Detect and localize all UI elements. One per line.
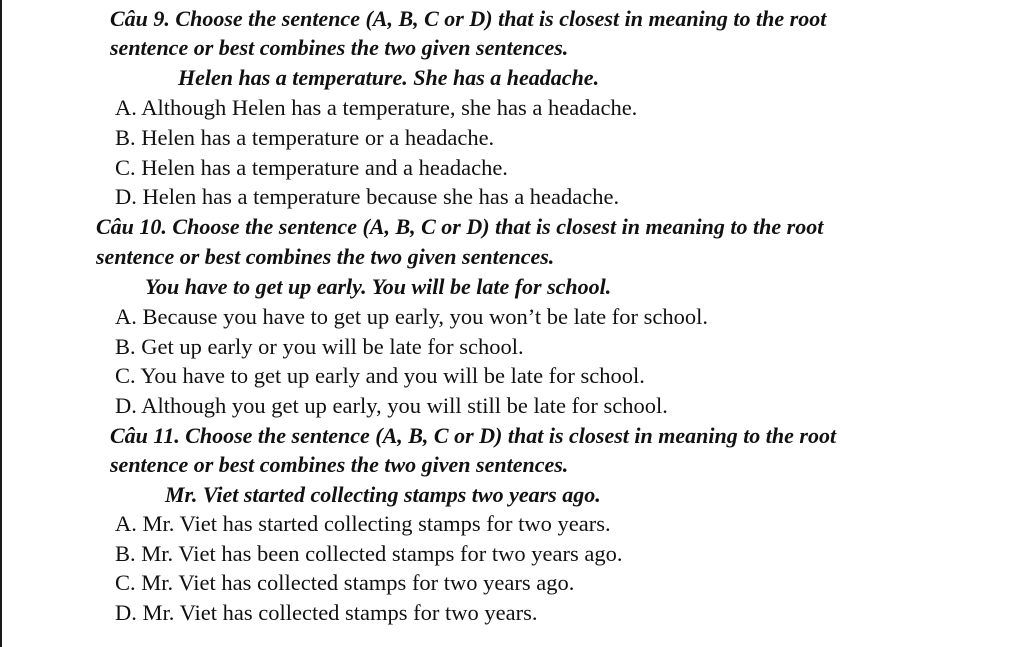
question-9-option-b: B. Helen has a temperature or a headache.: [115, 125, 495, 150]
question-9-prompt: Helen has a temperature. She has a headache.: [178, 65, 600, 90]
question-9-heading-continued: sentence or best combines the two given sentences.: [110, 35, 569, 60]
question-10-option-a: A. Because you have to get up early, you won’t be late for school.: [115, 304, 708, 329]
question-9-heading: Câu 9. Choose the sentence (A, B, C or D) that is closest in meaning to the root: [110, 6, 827, 31]
page-left-border: [0, 0, 2, 647]
question-9-option-d: D. Helen has a temperature because she has a headache.: [115, 184, 620, 209]
question-10-option-d: D. Although you get up early, you will still be late for school.: [115, 393, 668, 418]
question-11-option-a: A. Mr. Viet has started collecting stamps for two years.: [115, 511, 611, 536]
question-10-prompt: You have to get up early. You will be late for school.: [145, 274, 612, 299]
question-11-option-d: D. Mr. Viet has collected stamps for two years.: [115, 600, 538, 625]
question-10-option-b: B. Get up early or you will be late for school.: [115, 334, 524, 359]
question-11-heading-continued: sentence or best combines the two given sentences.: [110, 452, 569, 477]
question-11-heading: Câu 11. Choose the sentence (A, B, C or D) that is closest in meaning to the root: [110, 423, 837, 448]
question-11-prompt: Mr. Viet started collecting stamps two years ago.: [165, 482, 601, 507]
question-11-option-c: C. Mr. Viet has collected stamps for two years ago.: [115, 570, 575, 595]
question-10-option-c: C. You have to get up early and you will be late for school.: [115, 363, 645, 388]
question-9-option-a: A. Although Helen has a temperature, she has a headache.: [115, 95, 638, 120]
question-10-heading-continued: sentence or best combines the two given sentences.: [96, 244, 555, 269]
question-10-heading: Câu 10. Choose the sentence (A, B, C or D) that is closest in meaning to the root: [96, 214, 824, 239]
question-9-option-c: C. Helen has a temperature and a headache.: [115, 155, 508, 180]
question-11-option-b: B. Mr. Viet has been collected stamps for two years ago.: [115, 541, 623, 566]
